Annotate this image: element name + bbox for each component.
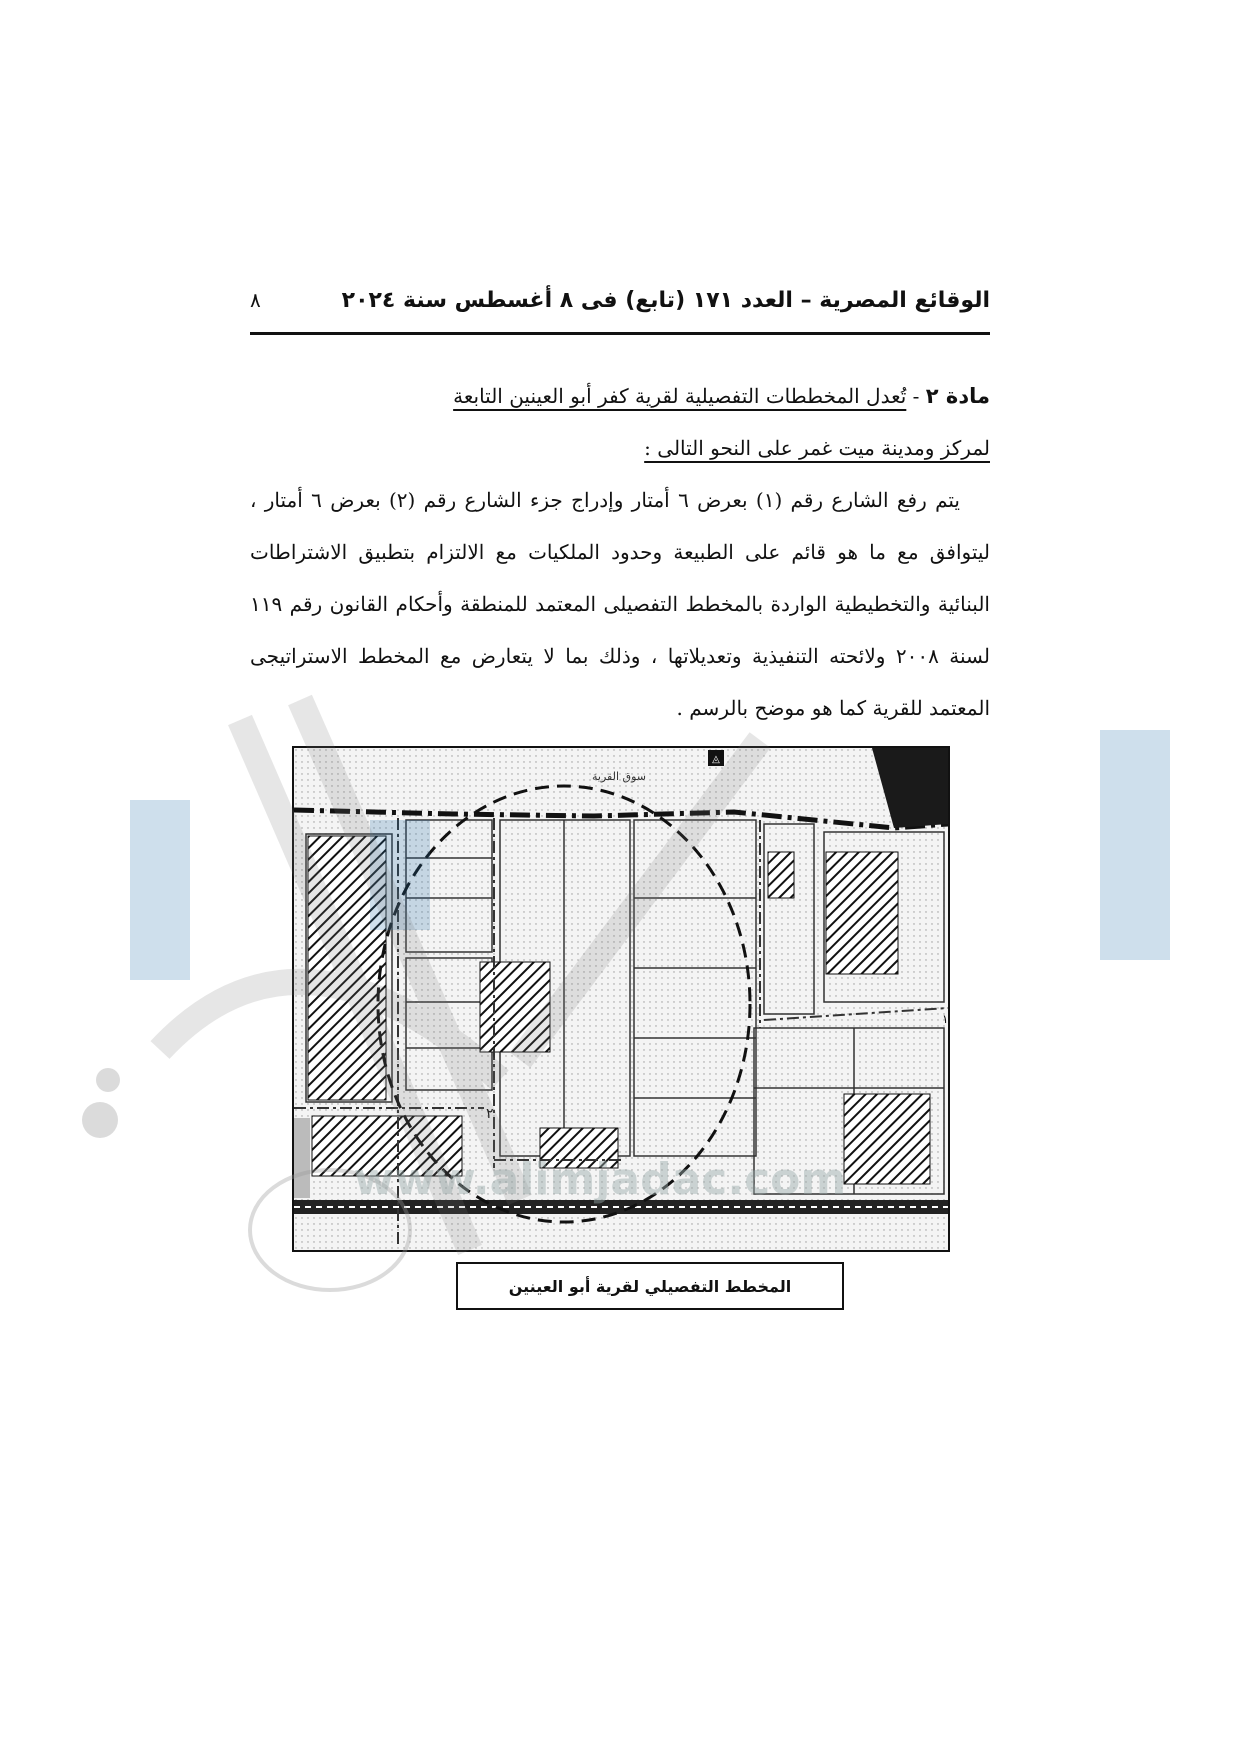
page-number: ٨ [250,288,261,312]
svg-text:◬: ◬ [712,754,720,765]
gazette-title: الوقائع المصرية – العدد ١٧١ (تابع) فى ٨ أغسطس سنة ٢٠٢٤ [341,287,990,313]
page-header [250,280,990,320]
article-body [250,370,990,734]
watermark-url: www.alimjadac.com [353,1154,847,1205]
street-2-label: ٢ [486,1106,494,1122]
market-label: سوق القرية [592,770,646,783]
map-caption: المخطط التفصيلي لقرية أبو العينين [456,1262,844,1310]
street-1-label: ١ [942,1012,949,1026]
detailed-plan-map [292,746,950,1252]
article-paragraph: يتم رفع الشارع رقم (١) بعرض ٦ أمتار وإدراج جزء الشارع رقم (٢) بعرض ٦ أمتار ، ليتوافق مع ما هو قائم على الطبيعة وحدود الملكيات مع الالتزام بتطبيق الاشتراطات البنائية والتخطيطية الواردة بالمخطط التفصيلى المعتمد للمنطقة وأحكام القانون رقم ١١٩ لسنة ٢٠٠٨ ولائحته التنفيذية وتعديلاتها ، وذلك بما لا يتعارض مع المخطط الاستراتيجى المعتمد للقرية كما هو موضح بالرسم . [250,488,990,720]
article-line2: لمركز ومدينة ميت غمر على النحو التالى : [644,436,990,460]
article-label: مادة ٢ [925,384,990,408]
article-dash: - [906,384,926,408]
map-drawing [294,748,948,1250]
article-line2-wrap [250,422,990,474]
article-heading [250,370,990,422]
article-line1: تُعدل المخططات التفصيلية لقرية كفر أبو العينين التابعة [453,384,907,408]
header-divider [250,332,990,335]
